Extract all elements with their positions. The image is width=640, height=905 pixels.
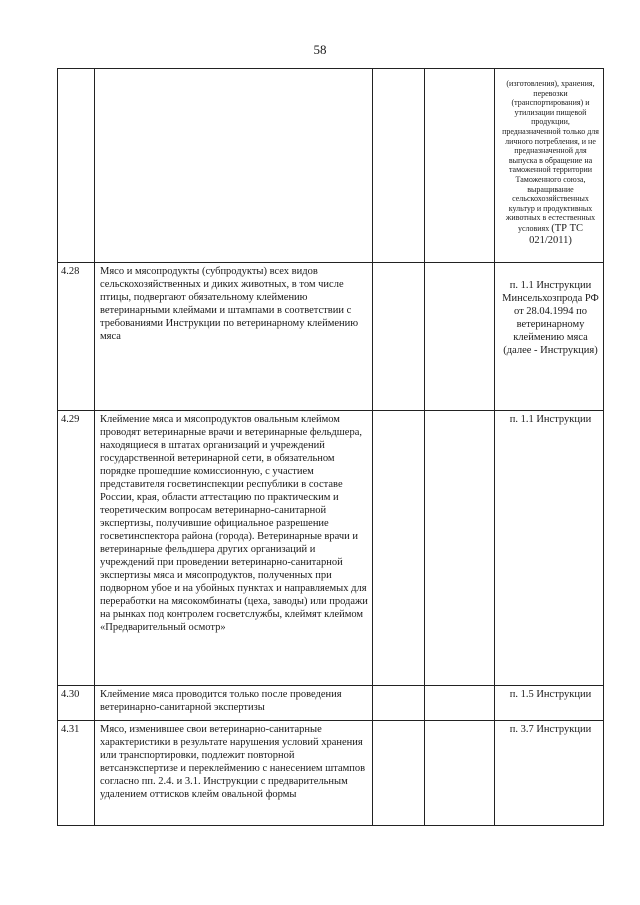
cell-empty [373, 686, 425, 721]
cell-empty [373, 69, 425, 263]
requirement-text: Клеймение мяса и мясопродуктов овальным клеймом проводят ветеринарные врачи и ветеринарные фельдшера, находящиеся в штатах организаций и учреждений государственной ветеринарной сети, в обязательном порядке прошедшие комиссионную, с участием представителя госветинспекции республики в составе России, края, области аттестацию по практическим и теоретическим вопросам ветеринарно-санитарной экспертизы, получившие официальное разрешение госветинспектора района (города). Ветеринарные врачи и ветеринарные фельдшера других организаций и учреждений при проведении ветеринарно-санитарной экспертизы мяса и мясопродуктов, полученных при подворном убое и на убойных пунктах и направляемых для переработки на мясокомбинаты (цеха, заводы) или продажи на рынках под контролем госветслужбы, клеймят клеймом «Предварительный осмотр» [100, 414, 368, 633]
cell-number [58, 721, 95, 826]
table-row [58, 411, 604, 686]
row-number: 4.30 [61, 689, 80, 700]
page-number: 58 [313, 42, 327, 57]
table-row-continuation [58, 69, 604, 263]
cell-number [58, 411, 95, 686]
cell-empty [425, 686, 495, 721]
cell-reference [495, 721, 604, 826]
cell-empty [425, 721, 495, 826]
cell-reference [495, 686, 604, 721]
requirement-text: Клеймение мяса проводится только после проведения ветеринарно-санитарной экспертизы [100, 689, 342, 713]
reference-continuation-tail: (ТР ТС 021/2011) [529, 222, 584, 246]
cell-reference [495, 69, 604, 263]
table-row [58, 263, 604, 411]
cell-empty [425, 69, 495, 263]
cell-text [95, 411, 373, 686]
requirements-table [57, 68, 604, 826]
table-row [58, 721, 604, 826]
cell-text [95, 686, 373, 721]
cell-text [95, 69, 373, 263]
cell-empty [373, 721, 425, 826]
row-number: 4.29 [61, 414, 80, 425]
cell-reference [495, 411, 604, 686]
cell-empty [425, 263, 495, 411]
cell-number [58, 263, 95, 411]
reference-text: п. 1.5 Инструкции [509, 689, 592, 700]
cell-empty [373, 263, 425, 411]
reference-text: п. 1.1 Инструкции Минсельхозпрода РФ от 28.04.1994 по ветеринарному клеймению мяса (далее - Инструкция) [502, 280, 599, 356]
cell-text [95, 721, 373, 826]
reference-text: п. 1.1 Инструкции [509, 414, 592, 425]
reference-text: п. 3.7 Инструкции [509, 724, 592, 735]
requirement-text: Мясо, изменившее свои ветеринарно-санитарные характеристики в результате нарушения условий хранения или транспортировки, подлежит повторной ветсанэкспертизе и переклеймению с нанесением штампов согласно пп. 2.4. и 3.1. Инструкции с предварительным удалением оттисков клейм овальной формы [100, 724, 366, 800]
cell-reference [495, 263, 604, 411]
cell-text [95, 263, 373, 411]
cell-empty [373, 411, 425, 686]
cell-empty [425, 411, 495, 686]
row-number: 4.31 [61, 724, 80, 735]
cell-number [58, 686, 95, 721]
requirement-text: Мясо и мясопродукты (субпродукты) всех видов сельскохозяйственных и диких животных, в том числе птицы, подвергают обязательному клеймению ветеринарными клеймами и штампами в соответствии с требованиями Инструкции по ветеринарному клеймению мяса [100, 266, 359, 342]
reference-continuation-text: (изготовления), хранения, перевозки (транспортирования) и утилизации пищевой продукции, предназначенной только для личного потребления, и не предназначенной для выпуска в обращение на таможенной территории Таможенного союза, выращивание сельскохозяйственных культур и продуктивных животных в естественных условиях [502, 79, 599, 233]
cell-number [58, 69, 95, 263]
row-number: 4.28 [61, 266, 80, 277]
table-row [58, 686, 604, 721]
